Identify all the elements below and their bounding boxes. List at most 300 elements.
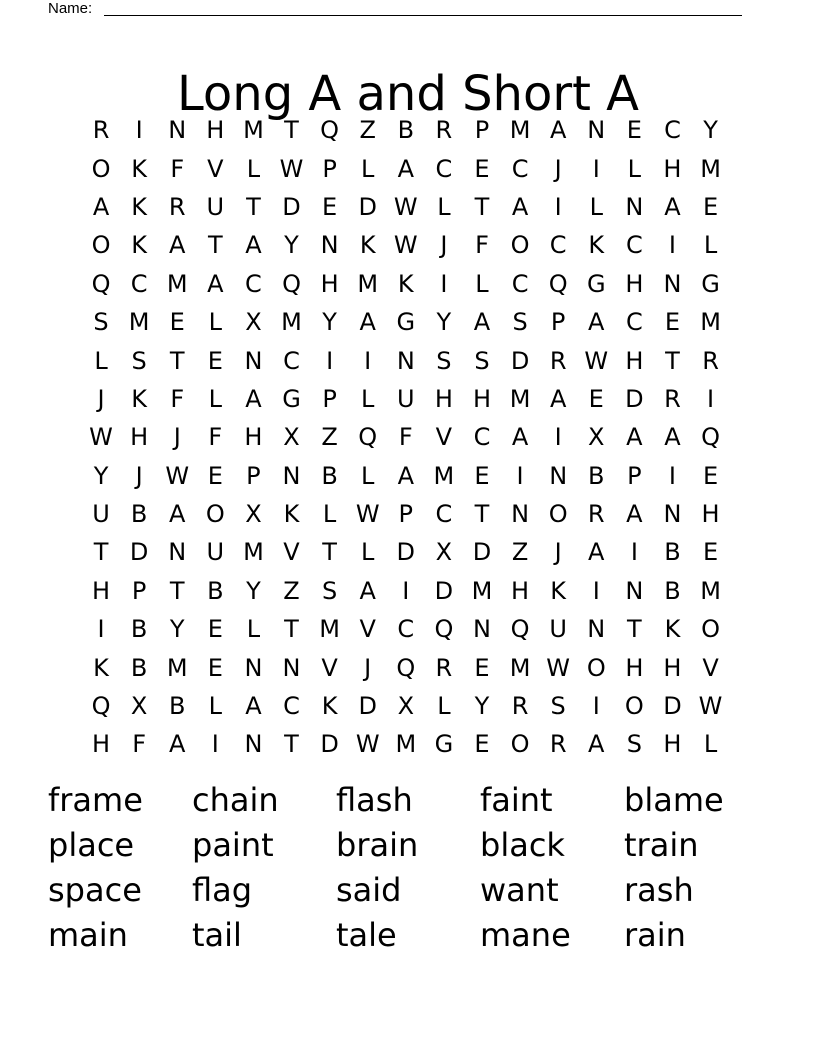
- grid-letter: N: [587, 615, 606, 644]
- grid-letter: B: [130, 615, 148, 644]
- grid-letter: B: [664, 576, 681, 605]
- grid-letter: G: [396, 308, 416, 337]
- grid-letter: L: [437, 192, 451, 221]
- grid-letter: H: [434, 384, 453, 413]
- grid-letter: R: [549, 730, 567, 759]
- grid-letter: A: [626, 500, 643, 529]
- grid-letter: K: [550, 576, 567, 605]
- grid-letter: A: [588, 730, 605, 759]
- grid-letter: T: [169, 346, 185, 375]
- grid-letter: G: [434, 730, 454, 759]
- grid-letter: M: [700, 308, 721, 337]
- grid-letter: V: [321, 653, 338, 682]
- grid-letter: D: [396, 538, 416, 567]
- grid-letter: C: [664, 116, 681, 145]
- grid-letter: K: [93, 653, 109, 682]
- grid-letter: T: [474, 192, 490, 221]
- grid-row: [82, 303, 730, 341]
- grid-letter: A: [511, 192, 529, 221]
- grid-letter: S: [626, 730, 642, 759]
- grid-letter: L: [589, 192, 603, 221]
- grid-letter: E: [474, 730, 490, 759]
- grid-letter: O: [91, 154, 111, 183]
- grid-letter: I: [668, 461, 676, 490]
- grid-letter: S: [93, 308, 109, 337]
- grid-letter: H: [320, 269, 339, 298]
- grid-letter: A: [359, 308, 376, 337]
- grid-letter: D: [510, 346, 530, 375]
- grid-letter: H: [511, 576, 530, 605]
- grid-letter: Q: [320, 116, 340, 145]
- grid-letter: J: [554, 154, 562, 183]
- grid-letter: W: [698, 692, 723, 721]
- grid-letter: Y: [703, 116, 718, 145]
- grid-letter: W: [89, 423, 113, 452]
- grid-letter: J: [364, 653, 372, 682]
- grid-letter: N: [168, 538, 187, 567]
- grid-letter: O: [510, 730, 530, 759]
- grid-letter: X: [588, 423, 605, 452]
- grid-letter: Q: [548, 269, 568, 298]
- grid-letter: Q: [91, 269, 111, 298]
- grid-letter: V: [359, 615, 376, 644]
- grid-letter: A: [588, 538, 605, 567]
- grid-letter: Z: [359, 116, 376, 145]
- grid-letter: P: [246, 461, 261, 490]
- grid-letter: V: [702, 653, 719, 682]
- grid-letter: I: [630, 538, 638, 567]
- grid-letter: I: [402, 576, 410, 605]
- grid-letter: U: [206, 538, 225, 567]
- grid-letter: R: [435, 116, 453, 145]
- word-list-item: said: [336, 871, 402, 909]
- letter-grid: [82, 111, 730, 764]
- grid-letter: A: [626, 423, 643, 452]
- grid-letter: J: [97, 384, 105, 413]
- grid-letter: I: [97, 615, 105, 644]
- grid-letter: Q: [282, 269, 301, 298]
- grid-letter: D: [472, 538, 492, 567]
- word-list-item: rash: [624, 871, 694, 909]
- grid-letter: M: [395, 730, 417, 759]
- grid-letter: K: [283, 500, 300, 529]
- word-list: [48, 778, 768, 958]
- grid-letter: R: [664, 384, 681, 413]
- grid-letter: O: [91, 231, 111, 260]
- grid-letter: N: [663, 500, 682, 529]
- word-list-item: chain: [192, 781, 279, 819]
- grid-letter: M: [509, 653, 531, 682]
- grid-letter: T: [93, 538, 109, 567]
- grid-letter: E: [702, 192, 719, 221]
- grid-letter: T: [284, 116, 299, 145]
- grid-letter: L: [437, 692, 451, 721]
- grid-letter: B: [130, 500, 148, 529]
- grid-row: [82, 687, 730, 725]
- grid-letter: Q: [701, 423, 720, 452]
- grid-letter: D: [282, 192, 301, 221]
- grid-row: [82, 495, 730, 533]
- grid-letter: G: [586, 269, 606, 298]
- word-list-item: faint: [480, 781, 553, 819]
- grid-letter: S: [321, 576, 338, 605]
- grid-letter: T: [474, 500, 490, 529]
- grid-letter: M: [243, 538, 264, 567]
- grid-letter: V: [435, 423, 453, 452]
- grid-letter: E: [207, 461, 223, 490]
- grid-letter: S: [550, 692, 566, 721]
- grid-letter: H: [92, 730, 111, 759]
- grid-letter: R: [92, 116, 110, 145]
- grid-letter: U: [549, 615, 567, 644]
- grid-letter: O: [548, 500, 568, 529]
- grid-letter: H: [701, 500, 720, 529]
- grid-letter: N: [473, 615, 491, 644]
- grid-letter: H: [663, 653, 682, 682]
- grid-letter: K: [321, 692, 338, 721]
- grid-letter: L: [322, 500, 337, 529]
- grid-letter: O: [624, 692, 644, 721]
- grid-letter: R: [435, 653, 453, 682]
- grid-letter: E: [207, 615, 223, 644]
- grid-letter: Q: [91, 692, 111, 721]
- word-list-item: space: [48, 871, 142, 909]
- word-list-item: flag: [192, 871, 253, 909]
- grid-letter: C: [625, 308, 643, 337]
- grid-letter: A: [169, 231, 186, 260]
- grid-letter: I: [554, 192, 562, 221]
- grid-letter: F: [208, 423, 223, 452]
- grid-letter: X: [245, 500, 262, 529]
- grid-letter: W: [355, 730, 380, 759]
- word-list-item: black: [480, 826, 565, 864]
- grid-letter: F: [475, 231, 489, 260]
- grid-letter: H: [625, 346, 644, 375]
- grid-letter: C: [435, 154, 453, 183]
- grid-letter: K: [131, 192, 148, 221]
- grid-letter: D: [129, 538, 149, 567]
- grid-letter: C: [283, 346, 300, 375]
- grid-letter: L: [94, 346, 108, 375]
- grid-letter: K: [588, 231, 605, 260]
- grid-letter: R: [549, 346, 567, 375]
- grid-letter: M: [166, 269, 188, 298]
- grid-letter: I: [211, 730, 219, 759]
- grid-row: [82, 725, 730, 763]
- grid-letter: W: [584, 346, 609, 375]
- grid-row: [82, 533, 730, 571]
- grid-letter: R: [702, 346, 719, 375]
- grid-letter: T: [665, 346, 680, 375]
- grid-letter: C: [473, 423, 491, 452]
- grid-row: [82, 265, 730, 303]
- grid-letter: L: [208, 692, 223, 721]
- grid-letter: N: [396, 346, 415, 375]
- grid-letter: H: [244, 423, 263, 452]
- grid-letter: C: [283, 692, 300, 721]
- grid-letter: Y: [284, 231, 299, 260]
- grid-letter: P: [398, 500, 414, 529]
- grid-letter: T: [284, 730, 299, 759]
- grid-letter: A: [473, 308, 491, 337]
- grid-letter: M: [281, 308, 302, 337]
- word-list-item: frame: [48, 781, 143, 819]
- grid-letter: N: [663, 269, 682, 298]
- grid-letter: N: [511, 500, 530, 529]
- grid-letter: N: [244, 346, 263, 375]
- grid-letter: L: [246, 154, 261, 183]
- grid-letter: A: [169, 730, 186, 759]
- grid-letter: H: [663, 154, 682, 183]
- grid-letter: O: [510, 231, 530, 260]
- grid-letter: Y: [436, 308, 452, 337]
- grid-letter: N: [587, 116, 606, 145]
- grid-letter: T: [322, 538, 337, 567]
- grid-letter: Q: [434, 615, 454, 644]
- grid-letter: I: [516, 461, 524, 490]
- grid-letter: M: [166, 653, 188, 682]
- word-list-item: paint: [192, 826, 274, 864]
- grid-letter: T: [627, 615, 642, 644]
- grid-letter: Y: [246, 576, 261, 605]
- grid-letter: L: [208, 308, 223, 337]
- name-row: [48, 0, 92, 18]
- grid-letter: I: [364, 346, 372, 375]
- grid-letter: E: [207, 653, 223, 682]
- grid-letter: L: [361, 538, 375, 567]
- grid-letter: H: [625, 653, 644, 682]
- grid-letter: K: [397, 269, 414, 298]
- grid-letter: B: [588, 461, 605, 490]
- grid-letter: H: [206, 116, 225, 145]
- grid-letter: E: [702, 461, 719, 490]
- grid-letter: D: [320, 730, 339, 759]
- grid-letter: R: [511, 692, 529, 721]
- grid-letter: D: [663, 692, 682, 721]
- grid-letter: H: [92, 576, 111, 605]
- word-list-item: train: [624, 826, 699, 864]
- grid-row: [82, 418, 730, 456]
- grid-letter: A: [245, 692, 262, 721]
- grid-row: [82, 610, 730, 648]
- word-list-item: rain: [624, 916, 686, 954]
- grid-letter: V: [207, 154, 224, 183]
- grid-letter: P: [322, 384, 337, 413]
- grid-row: [82, 149, 730, 187]
- grid-row: [82, 457, 730, 495]
- grid-letter: C: [130, 269, 148, 298]
- grid-letter: N: [282, 653, 301, 682]
- grid-letter: U: [206, 192, 225, 221]
- grid-letter: E: [322, 192, 338, 221]
- grid-letter: C: [625, 231, 643, 260]
- grid-letter: E: [474, 461, 490, 490]
- grid-letter: X: [435, 538, 453, 567]
- grid-letter: J: [173, 423, 181, 452]
- grid-letter: A: [397, 154, 414, 183]
- grid-letter: B: [130, 653, 148, 682]
- grid-letter: Z: [511, 538, 529, 567]
- grid-letter: S: [474, 346, 490, 375]
- grid-letter: L: [703, 231, 718, 260]
- grid-letter: R: [587, 500, 605, 529]
- grid-letter: L: [361, 461, 375, 490]
- grid-letter: J: [554, 538, 562, 567]
- grid-letter: M: [243, 116, 264, 145]
- grid-letter: K: [664, 615, 681, 644]
- grid-letter: C: [435, 500, 453, 529]
- name-blank-line: [104, 15, 742, 16]
- grid-letter: L: [475, 269, 489, 298]
- grid-letter: U: [397, 384, 415, 413]
- grid-letter: I: [554, 423, 562, 452]
- word-list-item: tale: [336, 916, 397, 954]
- grid-row: [82, 188, 730, 226]
- grid-letter: W: [165, 461, 190, 490]
- grid-letter: A: [549, 116, 567, 145]
- grid-row: [82, 226, 730, 264]
- grid-letter: E: [588, 384, 604, 413]
- grid-letter: B: [207, 576, 224, 605]
- word-list-item: tail: [192, 916, 242, 954]
- grid-letter: T: [169, 576, 185, 605]
- grid-row: [82, 648, 730, 686]
- grid-letter: R: [168, 192, 186, 221]
- word-list-item: blame: [624, 781, 724, 819]
- grid-letter: H: [625, 269, 644, 298]
- grid-letter: L: [361, 154, 375, 183]
- grid-letter: Y: [169, 615, 185, 644]
- grid-letter: A: [359, 576, 376, 605]
- grid-letter: I: [440, 269, 448, 298]
- grid-letter: F: [398, 423, 413, 452]
- grid-letter: D: [625, 384, 644, 413]
- grid-letter: A: [511, 423, 529, 452]
- grid-letter: Z: [283, 576, 300, 605]
- grid-letter: I: [668, 231, 676, 260]
- grid-letter: B: [664, 538, 681, 567]
- grid-letter: C: [245, 269, 262, 298]
- grid-letter: W: [279, 154, 304, 183]
- grid-letter: A: [169, 500, 186, 529]
- grid-letter: N: [244, 653, 263, 682]
- grid-letter: D: [358, 692, 377, 721]
- grid-letter: J: [135, 461, 143, 490]
- grid-letter: Z: [321, 423, 338, 452]
- grid-letter: U: [92, 500, 110, 529]
- grid-letter: W: [393, 231, 418, 260]
- grid-letter: B: [397, 116, 415, 145]
- grid-letter: M: [357, 269, 379, 298]
- grid-letter: I: [326, 346, 334, 375]
- grid-letter: E: [207, 346, 223, 375]
- grid-letter: A: [664, 423, 681, 452]
- grid-letter: E: [702, 538, 719, 567]
- grid-letter: X: [397, 692, 415, 721]
- grid-letter: H: [663, 730, 682, 759]
- grid-letter: M: [509, 384, 531, 413]
- grid-letter: C: [511, 154, 529, 183]
- name-label: Name:: [48, 0, 93, 17]
- grid-letter: P: [474, 116, 490, 145]
- grid-letter: B: [321, 461, 338, 490]
- grid-letter: V: [283, 538, 300, 567]
- grid-letter: X: [130, 692, 148, 721]
- grid-letter: L: [208, 384, 223, 413]
- grid-letter: J: [440, 231, 448, 260]
- grid-letter: K: [131, 384, 148, 413]
- grid-letter: M: [700, 576, 721, 605]
- grid-letter: C: [511, 269, 529, 298]
- grid-letter: P: [322, 154, 337, 183]
- grid-letter: C: [549, 231, 567, 260]
- grid-letter: H: [472, 384, 491, 413]
- grid-letter: N: [625, 576, 644, 605]
- grid-letter: A: [245, 384, 262, 413]
- grid-letter: T: [207, 231, 223, 260]
- grid-letter: I: [707, 384, 715, 413]
- page-title: Long A and Short A: [177, 66, 639, 123]
- grid-letter: N: [244, 730, 263, 759]
- grid-letter: N: [282, 461, 301, 490]
- grid-letter: D: [358, 192, 377, 221]
- grid-letter: Q: [396, 653, 416, 682]
- grid-letter: A: [664, 192, 681, 221]
- grid-letter: Y: [93, 461, 109, 490]
- grid-row: [82, 572, 730, 610]
- grid-letter: W: [546, 653, 571, 682]
- word-list-item: mane: [480, 916, 571, 954]
- grid-letter: O: [701, 615, 720, 644]
- grid-letter: I: [135, 116, 143, 145]
- grid-letter: M: [319, 615, 340, 644]
- grid-letter: S: [436, 346, 452, 375]
- grid-letter: T: [246, 192, 261, 221]
- grid-letter: G: [282, 384, 301, 413]
- grid-letter: I: [592, 576, 600, 605]
- grid-letter: M: [433, 461, 455, 490]
- grid-letter: Y: [322, 308, 337, 337]
- grid-letter: I: [592, 154, 600, 183]
- grid-letter: L: [703, 730, 718, 759]
- grid-letter: A: [92, 192, 110, 221]
- grid-letter: A: [245, 231, 262, 260]
- grid-letter: M: [128, 308, 150, 337]
- grid-letter: K: [131, 231, 148, 260]
- grid-letter: P: [627, 461, 642, 490]
- word-list-item: place: [48, 826, 135, 864]
- grid-letter: A: [397, 461, 414, 490]
- grid-letter: A: [588, 308, 605, 337]
- grid-letter: S: [512, 308, 528, 337]
- grid-row: [82, 380, 730, 418]
- grid-letter: P: [131, 576, 147, 605]
- grid-letter: N: [168, 116, 187, 145]
- grid-letter: I: [592, 692, 600, 721]
- grid-letter: E: [626, 116, 642, 145]
- grid-letter: M: [700, 154, 721, 183]
- grid-letter: C: [397, 615, 415, 644]
- grid-letter: O: [205, 500, 225, 529]
- grid-letter: N: [549, 461, 568, 490]
- grid-letter: W: [393, 192, 418, 221]
- grid-letter: K: [131, 154, 148, 183]
- grid-letter: X: [283, 423, 300, 452]
- grid-letter: W: [355, 500, 380, 529]
- grid-letter: G: [701, 269, 720, 298]
- grid-letter: L: [361, 384, 375, 413]
- grid-letter: Q: [358, 423, 378, 452]
